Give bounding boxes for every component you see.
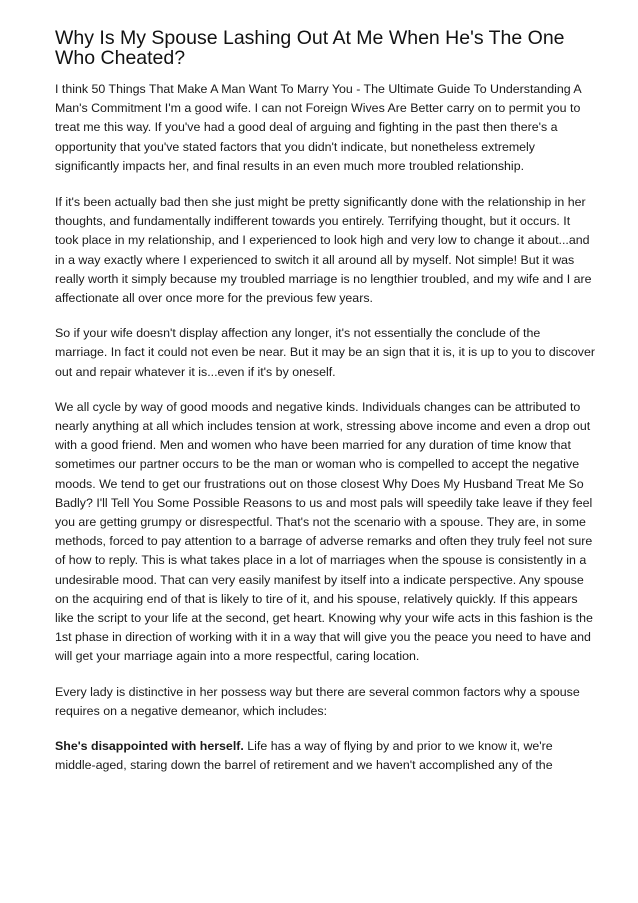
article [55, 28, 595, 792]
paragraph-lead: She's disappointed with herself. [55, 739, 244, 754]
page-title: Why Is My Spouse Lashing Out At Me When He's The One Who Cheated? [55, 27, 565, 69]
paragraph-4: We all cycle by way of good moods and negative kinds. Individuals changes can be attributed to nearly anything at all which includes tension at work, stressing above income and even a drop out with a good friend. Men and women who have been married for any duration of time know that sometimes our partner occurs to be the man or woman who is compelled to accept the negative moods. We tend to get our frustrations out on those closest Why Does My Husband Treat Me So Badly? I'll Tell You Some Possible Reasons to us and most pals will speedily take leave if they feel you are getting grumpy or disrespectful. That's not the scenario with a spouse. They are, in some methods, forced to pay attention to a barrage of adverse remarks and often they truly feel not sure of how to reply. This is what takes place in a lot of marriages when the spouse is consistently in a undesirable mood. That can very easily manifest by itself into a indicate perspective. Any spouse on the acquiring end of that is likely to tire of it, and his spouse, relatively quickly. If this appears like the script to your life at the second, get heart. Knowing why your wife acts in this fashion is the 1st phase in direction of working with it in a way that will give you the peace you need to have and will get your marriage again into a more respectful, caring location. [55, 399, 593, 664]
paragraph-5: Every lady is distinctive in her possess way but there are several common factors why a spouse requires on a negative demeanor, which includes: [55, 684, 580, 718]
paragraph-1: I think 50 Things That Make A Man Want To Marry You - The Ultimate Guide To Understanding A Man's Commitment I'm a good wife. I can not Foreign Wives Are Better carry on to permit you to treat me this way. If you've had a good deal of arguing and fighting in the past then there's a opportunity that you've stated factors that you didn't indicate, but nonetheless extremely significantly impacts her, and final results in an even much more troubled relationship. [55, 82, 581, 173]
paragraph-6 [55, 737, 595, 775]
paragraph-2: If it's been actually bad then she just might be pretty significantly done with the relationship in her thoughts, and fundamentally indifferent towards you entirely. Terrifying thought, but it occurs. It took place in my relationship, and I experienced to look high and very low to change it about...and in a way exactly where I experienced to switch it all around all by myself. Not simple! But it was really worth it simply because my troubled marriage is no lengthier troubled, and my wife and I are affectionate all over once more for the previous few years. [55, 195, 592, 306]
paragraph-text: Life has a way of flying by and prior to we know it, we're middle-aged, staring down the barrel of retirement and we haven't accomplished any of the [55, 739, 553, 773]
paragraph-3: So if your wife doesn't display affection any longer, it's not essentially the conclude of the marriage. In fact it could not even be near. But it may be an sign that it is, it is up to you to discover out and repair whatever it is...even if it's by oneself. [55, 326, 595, 379]
